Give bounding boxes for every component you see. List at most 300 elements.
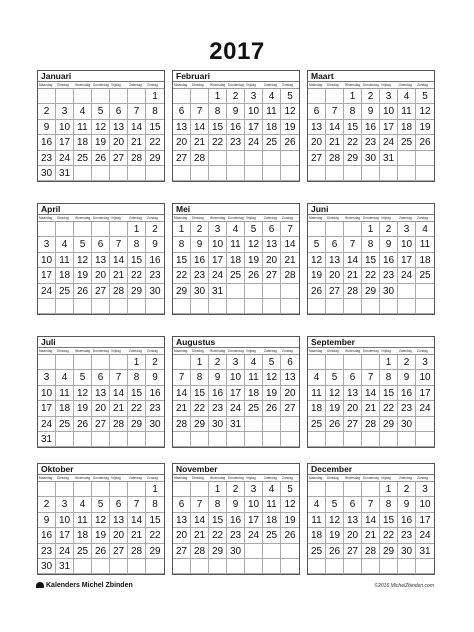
day-cell [362, 299, 380, 314]
day-cell: 10 [245, 497, 263, 512]
day-cell: 22 [128, 268, 146, 283]
month-title: September [308, 337, 434, 348]
day-cell: 16 [398, 513, 416, 528]
day-cell: 27 [344, 544, 362, 559]
day-cell: 5 [74, 370, 92, 385]
day-cell: 19 [308, 268, 326, 283]
day-cell: 26 [92, 544, 110, 559]
month-december [307, 463, 435, 575]
day-cell: 20 [173, 528, 191, 543]
day-cell: 8 [191, 370, 209, 385]
weekday-label: Zondag [417, 216, 428, 220]
day-cell: 7 [110, 237, 128, 252]
day-cell: 1 [146, 89, 164, 104]
day-cell: 17 [245, 120, 263, 135]
weekday-label: Vrijdag [111, 349, 121, 353]
day-grid [308, 355, 434, 447]
day-cell: 19 [74, 268, 92, 283]
day-cell: 28 [173, 417, 191, 432]
day-cell: 31 [227, 417, 245, 432]
day-cell [92, 222, 110, 237]
day-cell: 16 [227, 120, 245, 135]
day-grid [308, 482, 434, 574]
day-cell [74, 432, 92, 447]
day-cell: 11 [308, 386, 326, 401]
day-cell: 10 [245, 104, 263, 119]
weekday-label: Maandag [309, 83, 323, 87]
month-juli [37, 336, 165, 448]
day-cell: 3 [38, 370, 56, 385]
weekday-label: Dinsdag [327, 216, 339, 220]
day-cell: 5 [92, 497, 110, 512]
day-cell: 23 [398, 528, 416, 543]
day-grid [38, 482, 164, 574]
day-cell: 24 [398, 268, 416, 283]
day-cell: 26 [74, 417, 92, 432]
day-cell [74, 166, 92, 181]
weekday-label: Vrijdag [111, 476, 121, 480]
weekday-label: Maandag [174, 349, 188, 353]
day-cell [191, 89, 209, 104]
weekday-label: Woensdag [75, 216, 91, 220]
weekday-label: Zondag [147, 349, 158, 353]
day-cell: 4 [263, 482, 281, 497]
day-cell: 15 [191, 386, 209, 401]
weekday-label: Dinsdag [57, 216, 69, 220]
day-cell: 14 [191, 513, 209, 528]
day-cell [308, 482, 326, 497]
day-cell [326, 299, 344, 314]
day-cell: 20 [263, 253, 281, 268]
day-cell: 23 [227, 528, 245, 543]
day-cell: 2 [227, 89, 245, 104]
day-cell [191, 432, 209, 447]
day-cell: 1 [191, 355, 209, 370]
day-cell: 6 [92, 237, 110, 252]
day-cell: 15 [146, 120, 164, 135]
day-cell: 14 [191, 120, 209, 135]
day-cell [92, 89, 110, 104]
day-cell: 15 [146, 513, 164, 528]
day-cell [416, 284, 434, 299]
day-cell [281, 299, 299, 314]
day-cell [344, 559, 362, 574]
day-cell: 22 [191, 401, 209, 416]
day-cell [56, 299, 74, 314]
day-cell [281, 166, 299, 181]
weekday-label: Zaterdag [129, 216, 142, 220]
day-cell: 3 [38, 237, 56, 252]
day-cell: 15 [362, 253, 380, 268]
day-cell [110, 166, 128, 181]
weekday-label: Zaterdag [264, 83, 277, 87]
day-cell: 21 [362, 528, 380, 543]
weekday-header [308, 215, 434, 222]
day-cell: 12 [263, 370, 281, 385]
day-cell: 16 [146, 386, 164, 401]
day-cell: 25 [74, 151, 92, 166]
day-cell: 17 [56, 528, 74, 543]
day-cell: 3 [245, 89, 263, 104]
day-cell [209, 166, 227, 181]
month-augustus [172, 336, 300, 448]
day-cell: 6 [326, 237, 344, 252]
day-cell: 3 [209, 222, 227, 237]
day-cell [344, 432, 362, 447]
weekday-label: Maandag [309, 349, 323, 353]
day-cell: 11 [74, 513, 92, 528]
day-cell: 6 [92, 370, 110, 385]
day-cell: 3 [398, 222, 416, 237]
day-cell: 23 [191, 268, 209, 283]
day-cell: 25 [56, 417, 74, 432]
month-title: April [38, 204, 164, 215]
day-cell: 5 [245, 222, 263, 237]
day-cell: 11 [56, 386, 74, 401]
day-cell: 8 [380, 497, 398, 512]
month-juni [307, 203, 435, 315]
day-cell: 8 [128, 237, 146, 252]
day-cell: 9 [362, 104, 380, 119]
day-cell: 5 [74, 237, 92, 252]
day-cell [173, 559, 191, 574]
day-cell: 28 [128, 151, 146, 166]
day-cell: 28 [362, 417, 380, 432]
day-cell: 4 [74, 104, 92, 119]
day-cell: 31 [56, 559, 74, 574]
day-cell: 5 [92, 104, 110, 119]
day-grid [173, 355, 299, 447]
day-cell [173, 166, 191, 181]
weekday-label: Vrijdag [246, 476, 256, 480]
day-cell: 18 [308, 528, 326, 543]
day-cell [56, 432, 74, 447]
weekday-label: Woensdag [345, 83, 361, 87]
weekday-label: Dinsdag [57, 349, 69, 353]
day-cell: 15 [128, 253, 146, 268]
day-cell: 12 [326, 386, 344, 401]
day-cell: 2 [146, 222, 164, 237]
day-cell: 18 [245, 386, 263, 401]
day-cell [308, 89, 326, 104]
day-cell: 19 [281, 513, 299, 528]
day-cell: 28 [362, 544, 380, 559]
day-cell: 24 [56, 151, 74, 166]
day-cell: 10 [38, 386, 56, 401]
weekday-header [38, 348, 164, 355]
day-cell [362, 432, 380, 447]
day-cell [326, 355, 344, 370]
day-cell [74, 559, 92, 574]
weekday-label: Zaterdag [129, 476, 142, 480]
day-cell: 27 [92, 417, 110, 432]
month-title: Maart [308, 71, 434, 82]
day-cell: 17 [227, 386, 245, 401]
day-cell: 14 [362, 513, 380, 528]
day-cell: 13 [173, 120, 191, 135]
weekday-label: Zondag [282, 349, 293, 353]
weekday-label: Maandag [174, 83, 188, 87]
day-cell: 6 [344, 497, 362, 512]
day-cell [245, 417, 263, 432]
weekday-header [308, 82, 434, 89]
day-cell: 7 [173, 370, 191, 385]
weekday-label: Vrijdag [381, 216, 391, 220]
day-cell [173, 482, 191, 497]
day-cell: 3 [56, 497, 74, 512]
weekday-label: Zondag [417, 476, 428, 480]
weekday-label: Woensdag [345, 216, 361, 220]
day-cell: 31 [416, 544, 434, 559]
day-cell: 29 [380, 544, 398, 559]
day-cell: 16 [380, 253, 398, 268]
day-cell [227, 299, 245, 314]
weekday-label: Maandag [174, 216, 188, 220]
day-cell: 30 [146, 284, 164, 299]
day-cell: 17 [245, 513, 263, 528]
day-cell [308, 166, 326, 181]
day-cell: 19 [263, 386, 281, 401]
day-cell: 5 [263, 355, 281, 370]
month-september [307, 336, 435, 448]
day-grid [38, 222, 164, 314]
weekday-label: Woensdag [210, 476, 226, 480]
day-cell: 2 [398, 355, 416, 370]
day-cell: 9 [227, 104, 245, 119]
day-cell: 24 [416, 528, 434, 543]
day-cell: 23 [146, 268, 164, 283]
day-cell: 21 [173, 401, 191, 416]
weekday-label: Maandag [39, 476, 53, 480]
day-cell: 11 [263, 104, 281, 119]
day-cell: 28 [326, 151, 344, 166]
day-grid [173, 222, 299, 314]
day-cell: 12 [416, 104, 434, 119]
day-cell [362, 355, 380, 370]
day-cell: 15 [209, 120, 227, 135]
weekday-label: Maandag [39, 349, 53, 353]
day-cell [362, 482, 380, 497]
weekday-label: Woensdag [75, 83, 91, 87]
day-cell: 24 [380, 135, 398, 150]
day-grid [308, 89, 434, 181]
weekday-label: Vrijdag [111, 83, 121, 87]
brand-mark-icon [36, 582, 44, 588]
day-cell: 26 [245, 268, 263, 283]
day-cell [56, 222, 74, 237]
day-cell [110, 222, 128, 237]
day-cell: 29 [380, 417, 398, 432]
day-cell: 17 [38, 268, 56, 283]
day-cell [191, 559, 209, 574]
weekday-label: Vrijdag [111, 216, 121, 220]
weekday-label: Donderdag [228, 476, 244, 480]
day-cell: 22 [380, 401, 398, 416]
day-cell [38, 222, 56, 237]
month-april [37, 203, 165, 315]
weekday-label: Zaterdag [399, 349, 412, 353]
day-cell [92, 355, 110, 370]
weekday-label: Donderdag [93, 349, 109, 353]
day-cell: 16 [227, 513, 245, 528]
day-cell [416, 299, 434, 314]
day-cell: 8 [209, 104, 227, 119]
day-cell: 29 [362, 284, 380, 299]
day-cell [110, 482, 128, 497]
day-cell [380, 432, 398, 447]
day-cell [344, 355, 362, 370]
day-cell: 21 [128, 135, 146, 150]
day-cell [245, 284, 263, 299]
day-cell: 12 [92, 120, 110, 135]
day-cell: 22 [173, 268, 191, 283]
day-cell: 16 [38, 135, 56, 150]
day-cell: 21 [191, 135, 209, 150]
day-cell: 4 [56, 370, 74, 385]
weekday-label: Zondag [147, 83, 158, 87]
day-cell [281, 432, 299, 447]
day-cell: 28 [281, 268, 299, 283]
day-cell: 29 [146, 151, 164, 166]
weekday-label: Zaterdag [129, 83, 142, 87]
day-grid [308, 222, 434, 314]
day-cell [326, 482, 344, 497]
day-cell: 12 [74, 253, 92, 268]
weekday-label: Zaterdag [264, 216, 277, 220]
day-cell [74, 355, 92, 370]
day-cell: 25 [56, 284, 74, 299]
weekday-label: Zondag [147, 476, 158, 480]
weekday-label: Woensdag [345, 476, 361, 480]
day-cell: 13 [326, 253, 344, 268]
weekday-label: Zondag [282, 216, 293, 220]
weekday-label: Woensdag [210, 83, 226, 87]
day-cell: 19 [416, 120, 434, 135]
day-cell: 30 [398, 544, 416, 559]
day-cell [398, 432, 416, 447]
day-cell: 17 [416, 513, 434, 528]
copyright-text: ©2016 MichelZbinden.com [374, 583, 434, 589]
day-cell: 23 [209, 401, 227, 416]
day-cell [56, 482, 74, 497]
day-cell [209, 432, 227, 447]
day-cell: 12 [92, 513, 110, 528]
weekday-label: Woensdag [345, 349, 361, 353]
day-cell: 19 [245, 253, 263, 268]
day-cell [245, 432, 263, 447]
day-cell [128, 299, 146, 314]
day-cell [209, 299, 227, 314]
day-cell: 25 [308, 544, 326, 559]
day-cell [173, 355, 191, 370]
day-cell: 18 [263, 513, 281, 528]
day-cell: 13 [110, 513, 128, 528]
day-cell: 1 [209, 89, 227, 104]
day-cell: 30 [380, 284, 398, 299]
day-cell [398, 559, 416, 574]
weekday-header [38, 215, 164, 222]
weekday-label: Woensdag [75, 476, 91, 480]
day-cell: 5 [281, 482, 299, 497]
day-cell: 20 [92, 401, 110, 416]
day-cell: 7 [191, 104, 209, 119]
day-cell: 7 [326, 104, 344, 119]
day-cell: 14 [344, 253, 362, 268]
day-cell: 29 [173, 284, 191, 299]
day-cell [209, 151, 227, 166]
weekday-label: Dinsdag [327, 349, 339, 353]
day-cell [416, 151, 434, 166]
day-cell: 9 [146, 237, 164, 252]
day-cell: 9 [191, 237, 209, 252]
weekday-header [173, 215, 299, 222]
day-cell [227, 432, 245, 447]
day-cell: 20 [92, 268, 110, 283]
day-cell: 10 [227, 370, 245, 385]
day-cell: 30 [398, 417, 416, 432]
weekday-label: Dinsdag [192, 216, 204, 220]
day-cell: 23 [380, 268, 398, 283]
day-cell: 26 [308, 284, 326, 299]
day-cell: 21 [110, 401, 128, 416]
day-cell: 4 [308, 370, 326, 385]
day-cell: 24 [245, 528, 263, 543]
weekday-label: Zondag [417, 83, 428, 87]
day-cell: 12 [281, 104, 299, 119]
day-cell: 27 [110, 544, 128, 559]
day-cell: 12 [326, 513, 344, 528]
day-cell: 4 [227, 222, 245, 237]
month-title: Augustus [173, 337, 299, 348]
day-cell [110, 355, 128, 370]
day-cell: 11 [227, 237, 245, 252]
weekday-label: Donderdag [93, 476, 109, 480]
day-cell [146, 559, 164, 574]
day-cell: 30 [191, 284, 209, 299]
day-cell: 25 [74, 544, 92, 559]
weekday-label: Donderdag [363, 476, 379, 480]
weekday-label: Zaterdag [264, 349, 277, 353]
day-cell: 26 [74, 284, 92, 299]
day-cell [173, 299, 191, 314]
day-cell: 19 [74, 401, 92, 416]
day-cell [191, 299, 209, 314]
day-cell [344, 166, 362, 181]
day-cell: 19 [92, 528, 110, 543]
day-cell: 15 [344, 120, 362, 135]
day-cell: 11 [56, 253, 74, 268]
day-cell: 9 [38, 513, 56, 528]
month-title: Februari [173, 71, 299, 82]
day-cell: 17 [38, 401, 56, 416]
day-cell: 25 [263, 135, 281, 150]
day-cell: 31 [209, 284, 227, 299]
day-cell [308, 299, 326, 314]
weekday-label: Woensdag [210, 216, 226, 220]
day-cell [146, 432, 164, 447]
day-cell: 24 [38, 417, 56, 432]
weekday-header [173, 475, 299, 482]
day-cell: 4 [263, 89, 281, 104]
weekday-label: Donderdag [228, 216, 244, 220]
day-cell: 12 [74, 386, 92, 401]
day-cell: 1 [128, 355, 146, 370]
day-cell [263, 166, 281, 181]
day-cell [173, 89, 191, 104]
day-cell: 10 [56, 120, 74, 135]
day-cell: 21 [110, 268, 128, 283]
day-cell: 26 [92, 151, 110, 166]
